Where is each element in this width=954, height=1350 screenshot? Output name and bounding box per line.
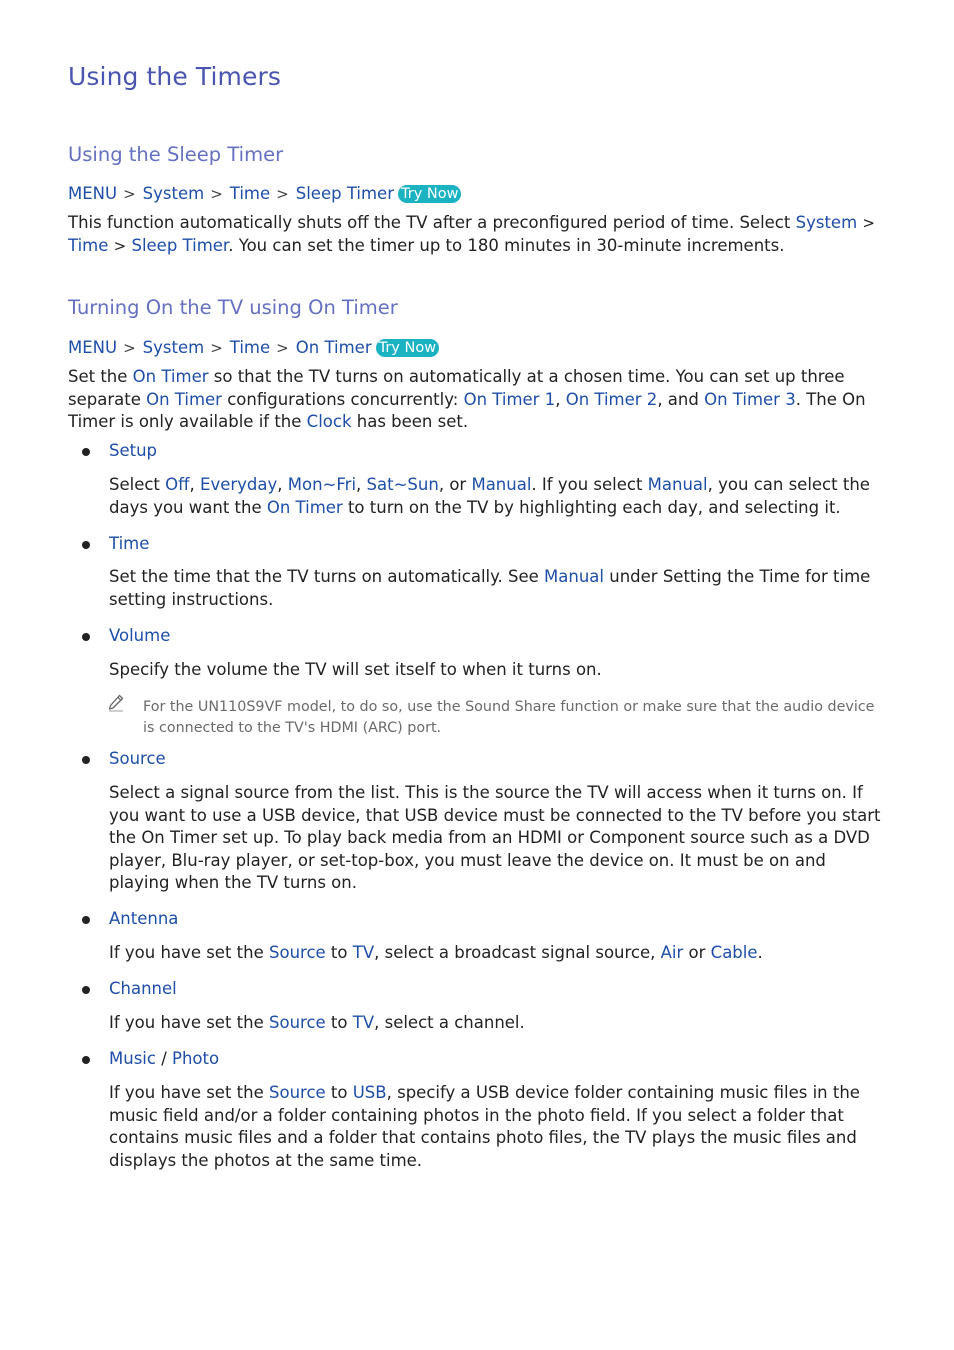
channel-description: If you have set the Source to TV, select a channel. (109, 1013, 525, 1032)
chevron-right-icon: > (210, 185, 223, 203)
section-heading-on-timer: Turning On the TV using On Timer (68, 296, 398, 319)
bullet-dot (82, 986, 90, 994)
bullet-dot (82, 448, 90, 456)
bullet-label-time: Time (109, 534, 150, 553)
bullet-label-setup: Setup (109, 441, 158, 460)
chevron-right-icon: > (862, 214, 875, 232)
volume-description: Specify the volume the TV will set itself to when it turns on. (109, 660, 602, 679)
chevron-right-icon: > (276, 339, 289, 357)
sleep-timer-description: This function automatically shuts off the TV after a preconfigured period of time. Select System > Time > Sleep Timer. You can set the timer up to 180 minutes in 30-minute increments. (68, 213, 875, 255)
chevron-right-icon: > (123, 339, 136, 357)
page-title: Using the Timers (68, 62, 281, 91)
bullet-label-music-photo: Music / Photo (109, 1049, 220, 1068)
bullet-dot (82, 916, 90, 924)
try-now-button-on-timer[interactable]: Try Now (376, 339, 439, 357)
try-now-button-sleep-timer[interactable]: Try Now (398, 185, 461, 203)
menu-path-on-timer (68, 337, 439, 359)
bullet-dot (82, 541, 90, 549)
bullet-label-source: Source (109, 749, 166, 768)
antenna-description: If you have set the Source to TV, select a broadcast signal source, Air or Cable. (109, 943, 763, 962)
path-time: Time (229, 184, 271, 203)
bullet-label-volume: Volume (109, 626, 171, 645)
chevron-right-icon: > (113, 236, 127, 255)
chevron-right-icon: > (276, 185, 289, 203)
path-on-timer: On Timer (295, 338, 372, 357)
note-text: For the UN110S9VF model, to do so, use the Sound Share function or make sure that the audio device is connected to the TV's HDMI (ARC) port. (143, 699, 875, 736)
bullet-dot (82, 1056, 90, 1064)
music-photo-description: If you have set the Source to USB, specify a USB device folder containing music files in the music field and/or a folder containing photos in the photo field. If you select a folder that contains music files and a folder that contains photo files, the TV plays the music files and displays the photos at the same time. (109, 1083, 860, 1170)
bullet-label-antenna: Antenna (109, 909, 179, 928)
on-timer-description: Set the On Timer so that the TV turns on automatically at a chosen time. You can set up three separate On Timer configurations concurrently: On Timer 1, On Timer 2, and On Timer 3. The On Timer is only available if the Clock has been set. (68, 367, 866, 432)
menu-path-sleep-timer (68, 183, 461, 205)
path-menu: MENU (68, 338, 118, 357)
path-sleep-timer: Sleep Timer (295, 184, 394, 203)
kw-time: Time (68, 235, 109, 255)
path-system: System (142, 338, 205, 357)
path-time: Time (229, 338, 271, 357)
source-description: Select a signal source from the list. This is the source the TV will access when it turns on. If you want to use a USB device, that USB device must be connected to the TV before you start the On Timer set up. To play back media from an HDMI or Component source such as a DVD player, Blu-ray player, or set-top-box, you must leave the device on. It must be on and playing when the TV turns on. (109, 783, 881, 893)
bullet-label-channel: Channel (109, 979, 177, 998)
chevron-right-icon: > (210, 339, 223, 357)
chevron-right-icon: > (123, 185, 136, 203)
path-system: System (142, 184, 205, 203)
bullet-dot (82, 756, 90, 764)
kw-sleep-timer: Sleep Timer (131, 235, 229, 255)
path-menu: MENU (68, 184, 118, 203)
bullet-dot (82, 633, 90, 641)
setup-description: Select Off, Everyday, Mon~Fri, Sat~Sun, or Manual. If you select Manual, you can select the days you want the On Timer to turn on the TV by highlighting each day, and selecting it. (109, 475, 870, 517)
pencil-icon (108, 694, 124, 712)
time-description: Set the time that the TV turns on automatically. See Manual under Setting the Time for time setting instructions. (109, 567, 871, 609)
section-heading-sleep-timer: Using the Sleep Timer (68, 143, 284, 166)
kw-system: System (795, 213, 858, 232)
